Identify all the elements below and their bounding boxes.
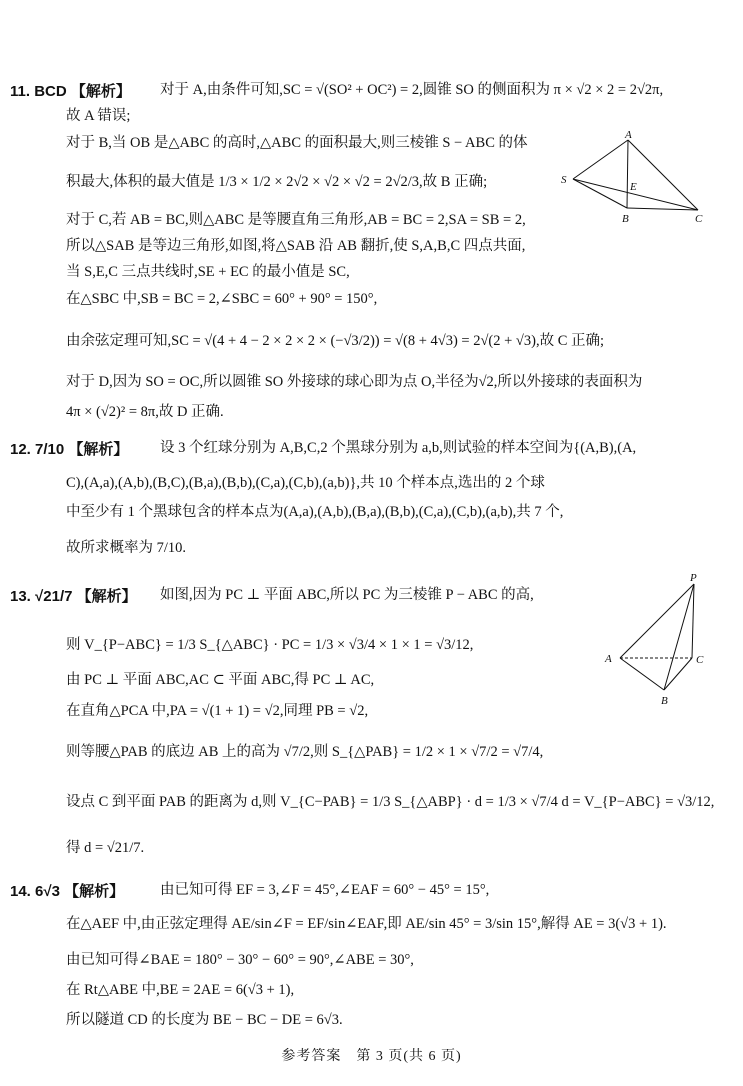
q12-line-1: 设 3 个红球分别为 A,B,C,2 个黑球分别为 a,b,则试验的样本空间为{(A,B),(A, <box>160 440 637 456</box>
question-number: 11. <box>10 83 31 100</box>
label-b: B <box>661 695 668 707</box>
q13-line-6: 设点 C 到平面 PAB 的距离为 d,则 V_{C−PAB} = 1/3 S_{△ABP} · d = 1/3 × √7/4 d = V_{P−ABC} = √3/12, <box>66 794 715 810</box>
question-11-number <box>10 80 131 101</box>
label-a: A <box>605 653 612 665</box>
q13-line-5: 则等腰△PAB 的底边 AB 上的高为 √7/2,则 S_{△PAB} = 1/2 × 1 × √7/2 = √7/4, <box>66 744 544 760</box>
figure-pyramid-pabc <box>595 570 720 710</box>
q13-line-4: 在直角△PCA 中,PA = √(1 + 1) = √2,同理 PB = √2, <box>66 703 369 719</box>
answer: √21/7 <box>35 588 73 605</box>
answer: 6√3 <box>35 883 60 900</box>
question-number: 13. <box>10 588 31 605</box>
label-s: S <box>561 174 567 186</box>
q11-line-5: 对于 C,若 AB = BC,则△ABC 是等腰直角三角形,AB = BC = 2,SA = SB = 2, <box>66 212 526 228</box>
q11-line-8: 在△SBC 中,SB = BC = 2,∠SBC = 60° + 90° = 150°, <box>66 291 378 307</box>
question-number: 12. <box>10 441 31 458</box>
page-footer: 参考答案 第 3 页(共 6 页) <box>281 1049 462 1064</box>
q12-line-4: 故所求概率为 7/10. <box>66 540 187 556</box>
q11-line-6: 所以△SAB 是等边三角形,如图,将△SAB 沿 AB 翻折,使 S,A,B,C 四点共面, <box>66 238 526 254</box>
q11-line-7: 当 S,E,C 三点共线时,SE + EC 的最小值是 SC, <box>66 264 350 280</box>
analysis-tag: 【解析】 <box>64 883 125 900</box>
analysis-tag: 【解析】 <box>70 83 131 100</box>
question-number: 14. <box>10 883 31 900</box>
answer: 7/10 <box>35 441 65 458</box>
q11-line-3: 对于 B,当 OB 是△ABC 的高时,△ABC 的面积最大,则三棱锥 S − ABC 的体 <box>66 135 528 151</box>
figure-triangle-sabc <box>555 128 715 228</box>
q14-line-2: 在△AEF 中,由正弦定理得 AE/sin∠F = EF/sin∠EAF,即 AE/sin 45° = 3/sin 15°,解得 AE = 3(√3 + 1). <box>66 916 667 932</box>
q14-line-5: 所以隧道 CD 的长度为 BE − BC − DE = 6√3. <box>66 1012 343 1028</box>
label-a: A <box>625 129 632 141</box>
q11-line-4: 积最大,体积的最大值是 1/3 × 1/2 × 2√2 × √2 × √2 = 2√2/3,故 B 正确; <box>66 174 488 190</box>
q14-line-1: 由已知可得 EF = 3,∠F = 45°,∠EAF = 60° − 45° = 15°, <box>160 882 490 898</box>
q12-line-3: 中至少有 1 个黑球包含的样本点为(A,a),(A,b),(B,a),(B,b),(C,a),(C,b),(a,b),共 7 个, <box>66 504 564 520</box>
analysis-tag: 【解析】 <box>76 588 137 605</box>
question-14-number <box>10 880 124 901</box>
q13-line-3: 由 PC ⊥ 平面 ABC,AC ⊂ 平面 ABC,得 PC ⊥ AC, <box>66 672 375 688</box>
answer: BCD <box>34 83 67 100</box>
label-e: E <box>630 181 637 193</box>
q13-line-1: 如图,因为 PC ⊥ 平面 ABC,所以 PC 为三棱锥 P − ABC 的高, <box>160 587 534 603</box>
question-12-number <box>10 438 128 459</box>
q14-line-4: 在 Rt△ABE 中,BE = 2AE = 6(√3 + 1), <box>66 982 295 998</box>
q11-line-2: 故 A 错误; <box>66 108 131 124</box>
q13-line-7: 得 d = √21/7. <box>66 840 145 856</box>
q11-line-10: 对于 D,因为 SO = OC,所以圆锥 SO 外接球的球心即为点 O,半径为√2,所以外接球的表面积为 <box>66 374 643 390</box>
label-b: B <box>622 213 629 225</box>
q13-line-2: 则 V_{P−ABC} = 1/3 S_{△ABC} · PC = 1/3 × √3/4 × 1 × 1 = √3/12, <box>66 637 474 653</box>
q14-line-3: 由已知可得∠BAE = 180° − 30° − 60° = 90°,∠ABE = 30°, <box>66 952 414 968</box>
q11-line-9: 由余弦定理可知,SC = √(4 + 4 − 2 × 2 × 2 × (−√3/2)) = √(8 + 4√3) = 2√(2 + √3),故 C 正确; <box>66 333 605 349</box>
analysis-tag: 【解析】 <box>68 441 129 458</box>
q11-line-1: 对于 A,由条件可知,SC = √(SO² + OC²) = 2,圆锥 SO 的侧面积为 π × √2 × 2 = 2√2π, <box>160 82 664 98</box>
q12-line-2: C),(A,a),(A,b),(B,C),(B,a),(B,b),(C,a),(C,b),(a,b)},共 10 个样本点,选出的 2 个球 <box>66 475 545 491</box>
question-13-number <box>10 585 137 606</box>
label-p: P <box>690 572 697 584</box>
q11-line-11: 4π × (√2)² = 8π,故 D 正确. <box>66 404 224 420</box>
label-c: C <box>695 213 703 225</box>
label-c: C <box>696 654 704 666</box>
